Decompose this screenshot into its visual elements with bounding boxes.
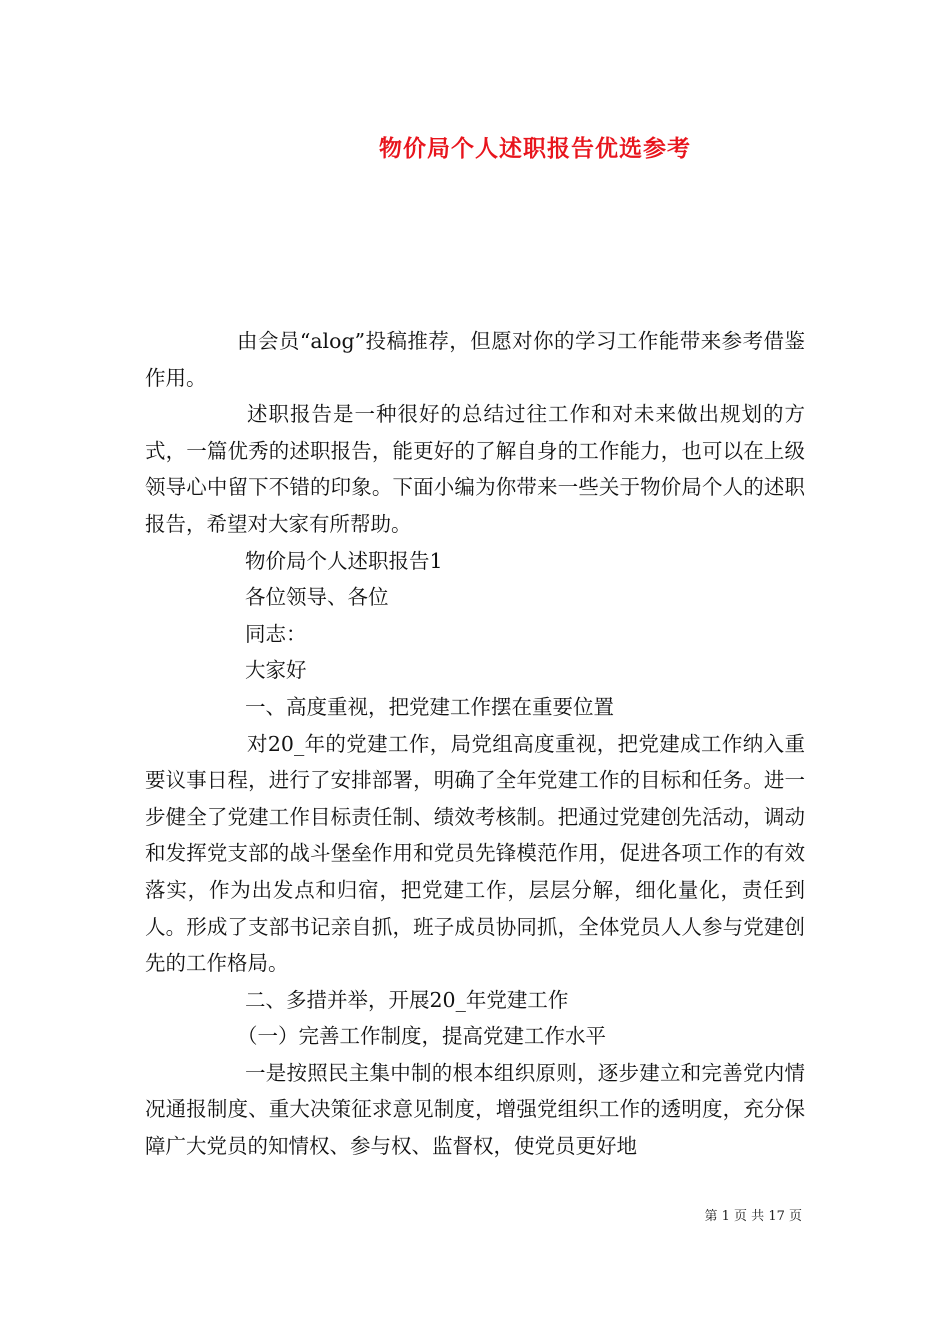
paragraph-intro: 由会员“alog”投稿推荐，但愿对你的学习工作能带来参考借鉴作用。 <box>145 329 805 390</box>
salutation-line-2: 同志： <box>245 621 307 646</box>
section-heading-1: 一、高度重视，把党建工作摆在重要位置 <box>245 694 614 719</box>
salutation-line-1: 各位领导、各位 <box>245 585 389 610</box>
report-heading: 物价局个人述职报告1 <box>245 548 443 573</box>
document-body <box>145 323 805 1165</box>
paragraph-subsection-1: 一是按照民主集中制的根本组织原则，逐步建立和完善党内情况通报制度、重大决策征求意见制度，增强党组织工作的透明度，充分保障广大党员的知情权、参与权、监督权，使党员更好地 <box>145 1060 805 1159</box>
paragraph-section-1: 对20_年的党建工作，局党组高度重视，把党建成工作纳入重要议事日程，进行了安排部署，明确了全年党建工作的目标和任务。进一步健全了党建工作目标责任制、绩效考核制。把通过党建创先活动，调动和发挥党支部的战斗堡垒作用和党员先锋模范作用，促进各项工作的有效落实，作为出发点和归宿，把党建工作，层层分解，细化量化，责任到人。形成了支部书记亲自抓，班子成员协同抓，全体党员人人参与党建创先的工作格局。 <box>145 731 805 976</box>
page-number: 第 1 页 共 17 页 <box>704 1209 802 1224</box>
section-heading-2: 二、多措并举，开展20_年党建工作 <box>245 987 569 1012</box>
document-title: 物价局个人述职报告优选参考 <box>379 135 691 162</box>
greeting: 大家好 <box>245 658 307 683</box>
subsection-heading-1: （一）完善工作制度，提高党建工作水平 <box>237 1024 606 1049</box>
paragraph-description: 述职报告是一种很好的总结过往工作和对未来做出规划的方式，一篇优秀的述职报告，能更好的了解自身的工作能力，也可以在上级领导心中留下不错的印象。下面小编为你带来一些关于物价局个人的述职报告，希望对大家有所帮助。 <box>145 402 805 536</box>
